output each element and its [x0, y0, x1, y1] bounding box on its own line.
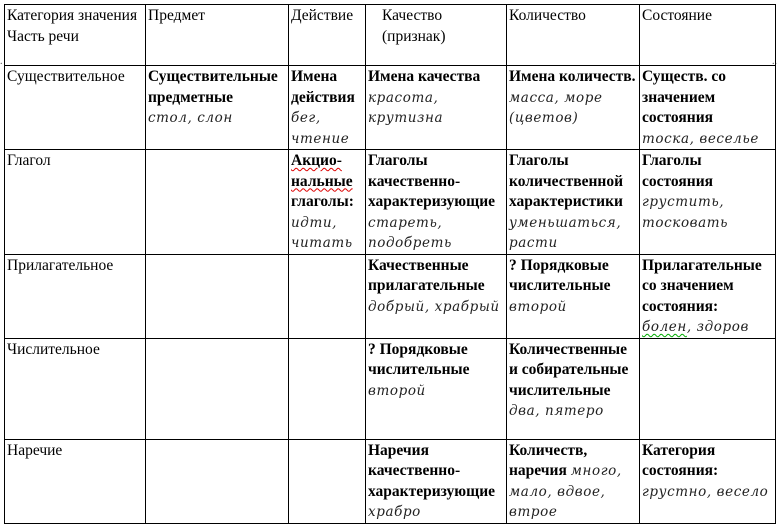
cell-empty [146, 254, 289, 338]
cell-empty [146, 439, 289, 523]
cell [146, 66, 289, 150]
cell [640, 66, 776, 150]
row-label-verb: Глагол [5, 150, 146, 255]
cell [507, 254, 640, 338]
table-row [5, 66, 776, 150]
cell-title: Имена качества [368, 68, 481, 85]
table-row [5, 439, 776, 523]
cell-title: Количественные и собирательные числительные [509, 340, 629, 399]
cell-title: Существительные предметные [148, 68, 278, 106]
cell [289, 66, 366, 150]
row-label-adjective: Прилагательное [5, 254, 146, 338]
cell-title: Глаголы количественной характеристики [509, 152, 623, 210]
table-row [5, 254, 776, 338]
cell-title [291, 151, 363, 213]
cell-examples: идти, читать [291, 214, 353, 251]
row-label-numeral: Числительное [5, 338, 146, 439]
cell-title: Глаголы состояния [642, 152, 714, 190]
stray-mark: . [0, 56, 3, 67]
grammar-underlined-text: болен [642, 319, 687, 335]
cell-title: Имена действия [291, 68, 355, 106]
cell-title: Существ. со значением состояния [642, 68, 726, 126]
cell-title: Количеств, наречия [509, 441, 588, 479]
cell-examples: грустно, весело [642, 483, 769, 500]
spellcheck-underlined-text: нальные [291, 172, 353, 190]
cell [366, 66, 507, 150]
table-row [5, 150, 776, 255]
parts-of-speech-table [4, 4, 776, 524]
cell-title: Категория состояния: [642, 441, 719, 479]
header-state: Состояние [640, 5, 776, 66]
cell-examples: второй [509, 298, 567, 315]
cell [289, 150, 366, 255]
cell-title: Прилагательные со значением состояния: [642, 256, 762, 315]
cell [507, 338, 640, 439]
cell-title: Глаголы качественно-характеризующие [368, 152, 496, 210]
cell [507, 66, 640, 150]
cell-empty [146, 338, 289, 439]
cell [640, 150, 776, 255]
cell-examples: стареть, подобреть [368, 214, 452, 251]
header-quantity: Количество [507, 5, 640, 66]
cell-title: ? Порядковые числительные [509, 256, 611, 294]
spellcheck-underlined-text: Акцио- [291, 152, 342, 169]
cell [640, 439, 776, 523]
table-row [5, 338, 776, 439]
cell [366, 254, 507, 338]
cell-examples [642, 317, 773, 338]
cell-examples: красота, крутизна [368, 89, 444, 126]
cell-empty [289, 439, 366, 523]
cell-examples: храбро [368, 504, 421, 520]
cell [507, 439, 640, 523]
cell [366, 439, 507, 523]
cell-title: Наречия качественно-характеризующие [368, 441, 496, 500]
cell-examples: тоска, веселье [642, 130, 759, 147]
row-label-noun: Существительное [5, 66, 146, 150]
cell-title: Качественные прилагательные [368, 256, 485, 294]
cell [507, 150, 640, 255]
cell [640, 254, 776, 338]
cell-examples: уменьшаться, расти [509, 214, 622, 251]
stray-mark: .. [772, 56, 777, 67]
cell-examples: масса, море (цветов) [509, 89, 603, 126]
cell-empty [146, 150, 289, 255]
header-object: Предмет [146, 5, 289, 66]
cell-examples: бег, чтение [291, 110, 350, 147]
header-action: Действие [289, 5, 366, 66]
cell-empty [289, 338, 366, 439]
row-label-adverb: Наречие [5, 439, 146, 523]
cell-title: Имена количеств. [509, 68, 636, 85]
cell-examples: второй [368, 382, 426, 399]
cell-empty [289, 254, 366, 338]
cell-examples: стол, слон [148, 110, 233, 126]
cell-title-part: глаголы: [291, 193, 354, 210]
header-category: Категория значения Часть речи [5, 5, 146, 66]
cell-empty [640, 338, 776, 439]
cell-examples: добрый, храбрый [368, 298, 500, 315]
header-quality: Качество (признак) [366, 5, 507, 66]
cell [366, 150, 507, 255]
cell-examples: грустить, тосковать [642, 194, 729, 231]
cell-examples: много, мало, вдвое, втрое [509, 463, 622, 520]
cell [366, 338, 507, 439]
cell-examples-part: , здоров [686, 319, 749, 335]
cell-examples: два, пятеро [509, 403, 604, 419]
cell-title: ? Порядковые числительные [368, 340, 470, 378]
header-row [5, 5, 776, 66]
